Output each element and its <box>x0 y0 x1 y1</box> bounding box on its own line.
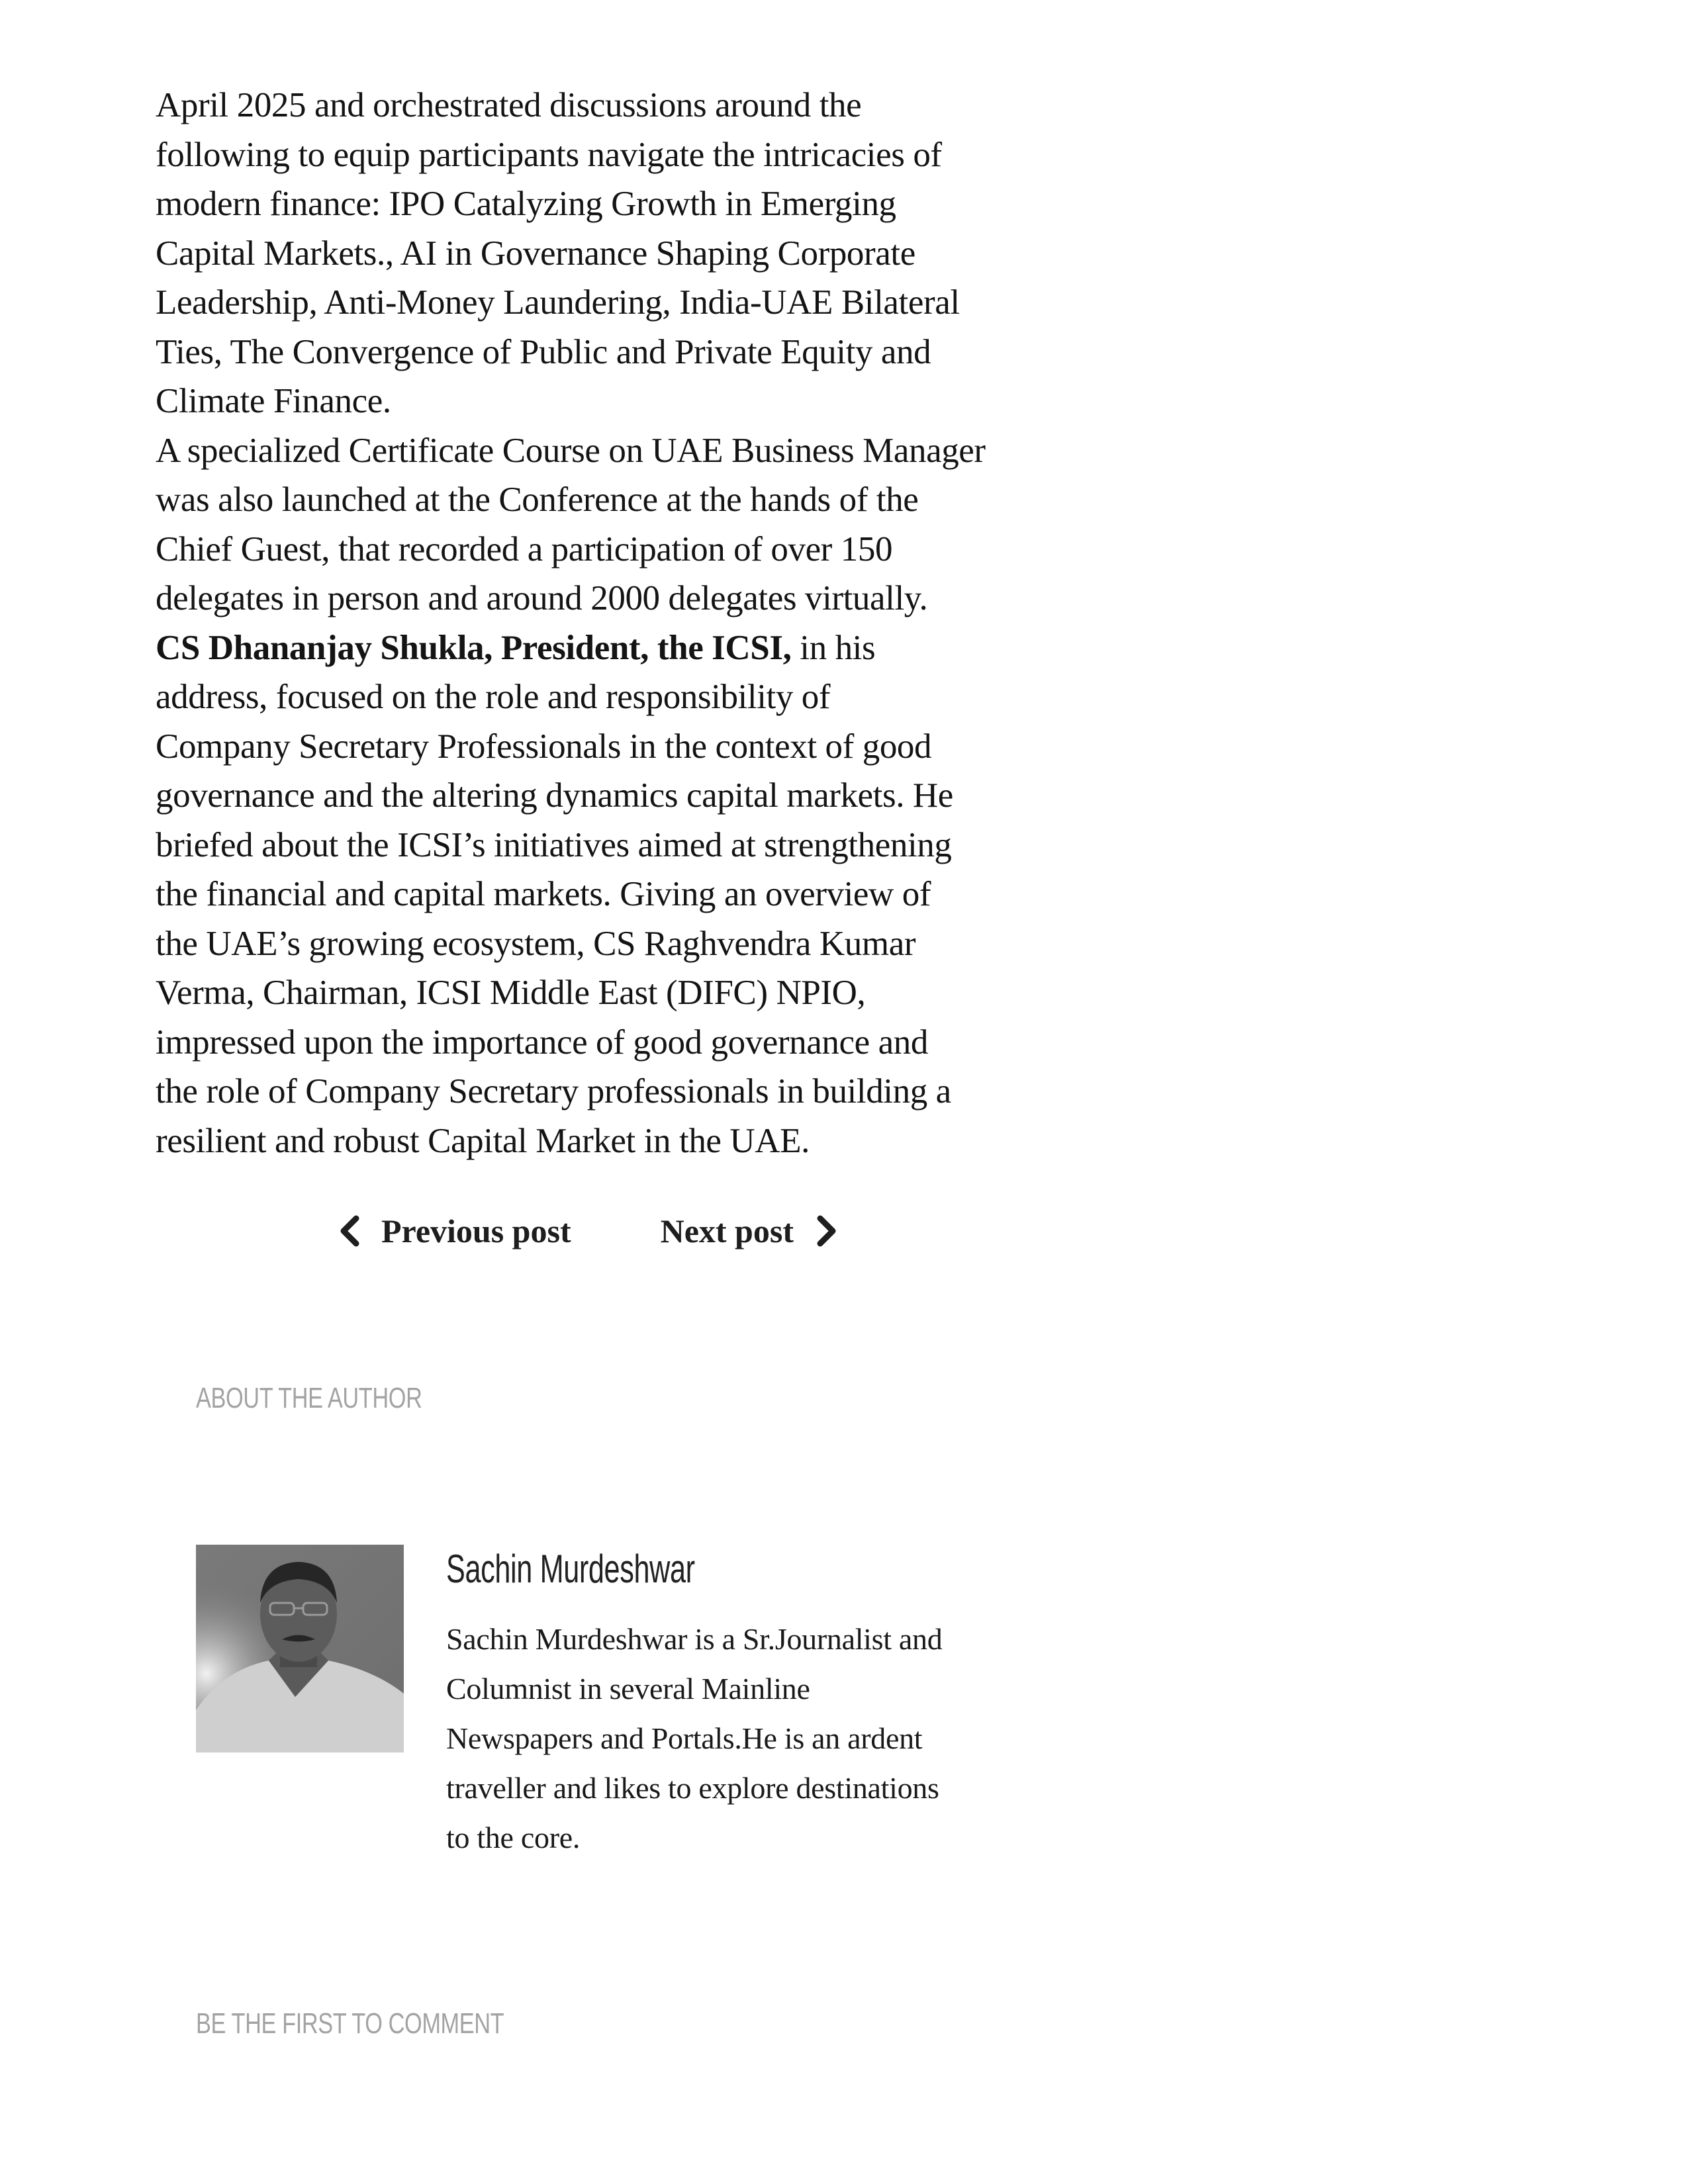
text-line: governance and the altering dynamics capital markets. He <box>156 776 953 815</box>
text-line: impressed upon the importance of good governance and <box>156 1023 928 1062</box>
text-line: resilient and robust Capital Market in the UAE. <box>156 1121 810 1160</box>
bio-line: traveller and likes to explore destinations <box>446 1771 939 1805</box>
text-line: Leadership, Anti-Money Laundering, India-UAE Bilateral <box>156 283 960 322</box>
text-line: following to equip participants navigate the intricacies of <box>156 135 942 174</box>
next-post-link[interactable] <box>661 1212 839 1250</box>
text-line: briefed about the ICSI’s initiatives aimed at strengthening <box>156 825 952 864</box>
bio-line: Sachin Murdeshwar is a Sr.Journalist and <box>446 1622 943 1656</box>
text-line: the financial and capital markets. Giving an overview of <box>156 875 931 913</box>
bio-line: to the core. <box>446 1821 581 1854</box>
text-line: the role of Company Secretary professionals in building a <box>156 1072 951 1111</box>
text-line: Company Secretary Professionals in the context of good <box>156 727 932 766</box>
author-bio <box>446 1614 1082 1862</box>
text-line <box>156 623 1096 673</box>
text-line: Verma, Chairman, ICSI Middle East (DIFC) NPIO, <box>156 974 866 1012</box>
chevron-left-icon <box>338 1214 361 1248</box>
bio-line: Newspapers and Portals.He is an ardent <box>446 1721 923 1755</box>
text-line: was also launched at the Conference at the hands of the <box>156 480 919 519</box>
article-paragraph-1 <box>156 81 1096 426</box>
author-name-link[interactable]: Sachin Murdeshwar <box>446 1547 695 1591</box>
text-line: delegates in person and around 2000 delegates virtually. <box>156 579 928 617</box>
next-post-label: Next post <box>660 1212 794 1250</box>
text-line: April 2025 and orchestrated discussions around the <box>156 86 862 124</box>
post-navigation <box>338 1205 839 1257</box>
text-line: the UAE’s growing ecosystem, CS Raghvendra Kumar <box>156 924 916 963</box>
text-line: address, focused on the role and responsibility of <box>156 678 831 716</box>
text-line: Climate Finance. <box>156 382 391 420</box>
previous-post-label: Previous post <box>381 1212 571 1250</box>
text-fragment: in his <box>791 628 876 667</box>
text-line: A specialized Certificate Course on UAE Business Manager <box>156 431 986 470</box>
bio-line: Columnist in several Mainline <box>446 1672 810 1706</box>
about-author-heading: ABOUT THE AUTHOR <box>196 1382 422 1414</box>
text-line: Chief Guest, that recorded a participation of over 150 <box>156 529 893 569</box>
article-body <box>156 81 1096 1165</box>
chevron-right-icon <box>815 1214 839 1248</box>
bold-speaker-name: CS Dhananjay Shukla, President, the ICSI, <box>156 628 792 667</box>
author-avatar[interactable] <box>196 1545 404 1752</box>
author-photo <box>196 1545 404 1752</box>
text-line: modern finance: IPO Catalyzing Growth in Emerging <box>156 185 896 223</box>
previous-post-link[interactable] <box>338 1212 571 1250</box>
text-line: Capital Markets., AI in Governance Shaping Corporate <box>156 234 915 273</box>
text-line: Ties, The Convergence of Public and Private Equity and <box>156 332 931 371</box>
comments-heading: BE THE FIRST TO COMMENT <box>196 2007 504 2040</box>
article-paragraph-3 <box>156 623 1096 1166</box>
article-paragraph-2 <box>156 426 1096 623</box>
